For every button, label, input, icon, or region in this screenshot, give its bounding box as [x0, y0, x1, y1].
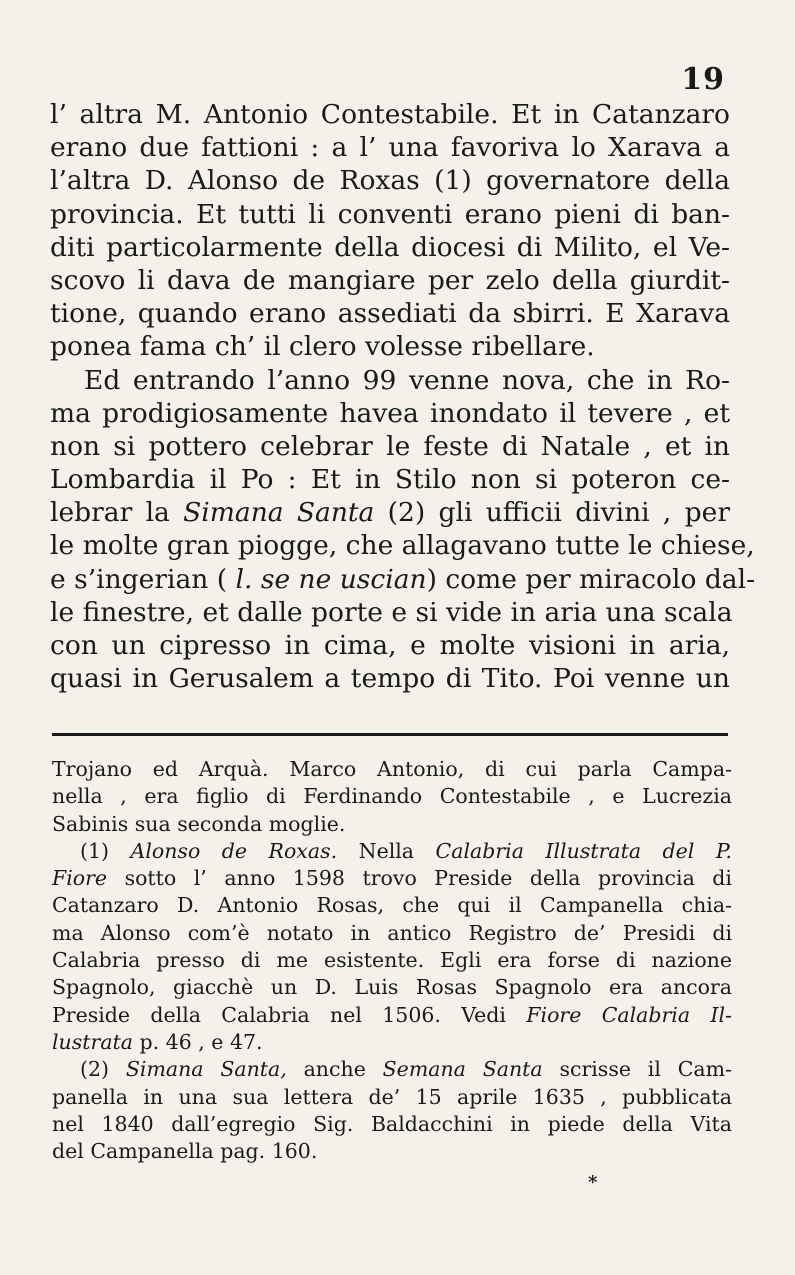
footnote-line: [52, 865, 732, 892]
footnote-line: [52, 838, 732, 865]
footnote-line: [52, 1002, 732, 1029]
text-fragment: p. 46 , e 47.: [133, 1029, 263, 1054]
text-line: Lombardia il Po : Et in Stilo non si poteron ce-: [50, 464, 730, 496]
page-number: 19: [681, 62, 725, 97]
italic-phrase: Alonso de Roxas.: [130, 838, 338, 863]
text-line: ponea fama ch’ il clero volesse ribellare.: [50, 331, 595, 363]
text-fragment: scrisse il Cam-: [542, 1057, 732, 1082]
text-line: quasi in Gerusalem a tempo di Tito. Poi venne un: [50, 663, 730, 695]
text-line: ma prodigiosamente havea inondato il tevere , et: [50, 397, 730, 429]
text-fragment: e s’ingerian (: [50, 563, 236, 595]
footnote-line: Spagnolo, giacchè un D. Luis Rosas Spagnolo era ancora: [52, 975, 732, 1000]
footnote-line: ma Alonso com’è notato in antico Registro de’ Presidi di: [52, 920, 732, 945]
footnote-line: del Campanella pag. 160.: [52, 1139, 318, 1164]
text-line: diti particolarmente della diocesi di Milito, el Ve-: [50, 231, 730, 263]
text-line: non si pottero celebrar le feste di Natale , et in: [50, 430, 730, 462]
text-line: Ed entrando l’anno 99 venne nova, che in Ro-: [84, 364, 730, 396]
footnote-line: Catanzaro D. Antonio Rosas, che qui il Campanella chia-: [52, 893, 732, 918]
text-fragment: lebrar la: [50, 497, 184, 529]
text-line: le molte gran piogge, che allagavano tutte le chiese,: [50, 530, 755, 562]
footnotes: [52, 756, 732, 1165]
footnote-marker: (1): [80, 838, 131, 863]
footnote-line: [52, 1029, 732, 1056]
text-fragment: (2) gli ufficii divini , per: [374, 497, 730, 529]
text-line: [50, 563, 756, 596]
italic-phrase: Simana Santa,: [125, 1057, 287, 1082]
footnote-line: Sabinis sua seconda moglie.: [52, 811, 346, 836]
footnote-line: nella , era figlio di Ferdinando Contestabile , e Lucrezia: [52, 784, 732, 809]
italic-phrase: lustrata: [52, 1029, 133, 1054]
footnote-line: Trojano ed Arquà. Marco Antonio, di cui parla Campa-: [52, 757, 732, 781]
italic-phrase: Calabria Illustrata del P.: [435, 838, 733, 863]
text-fragment: sotto l’ anno 1598 trovo Preside della provincia di: [107, 866, 732, 891]
text-line: le finestre, et dalle porte e si vide in aria una scala: [50, 596, 733, 628]
text-fragment: Nella: [337, 838, 436, 863]
italic-phrase: Fiore: [52, 866, 108, 891]
italic-phrase: l. se ne uscian: [235, 563, 427, 595]
footnote-line: nel 1840 dall’egregio Sig. Baldacchini in piede della Vita: [52, 1111, 732, 1136]
text-fragment: ) come per miracolo dal-: [426, 563, 756, 595]
footnote-marker: (2): [80, 1057, 126, 1082]
footnote-separator: [52, 733, 728, 736]
text-line: provincia. Et tutti li conventi erano pieni di ban-: [50, 198, 730, 230]
text-line: tione, quando erano assediati da sbirri. E Xarava: [50, 298, 730, 330]
text-line: scovo li dava de mangiare per zelo della giurdit-: [50, 264, 730, 296]
footnote-line: [52, 1056, 732, 1083]
italic-phrase: Simana Santa: [183, 497, 375, 529]
text-fragment: Preside della Calabria nel 1506. Vedi: [52, 1002, 527, 1027]
signature-mark: *: [588, 1172, 598, 1193]
text-line: [50, 496, 730, 529]
text-line: con un cipresso in cima, e molte visioni in aria,: [50, 630, 730, 661]
footnote-line: Calabria presso di me esistente. Egli era forse di nazione: [52, 948, 732, 973]
italic-phrase: Fiore Calabria Il-: [526, 1002, 732, 1027]
footnote-line: panella in una sua lettera de’ 15 aprile 1635 , pubblicata: [52, 1084, 732, 1109]
text-line: l’ altra M. Antonio Contestabile. Et in Catanzaro: [50, 99, 730, 130]
text-line: erano due fattioni : a l’ una favoriva lo Xarava a: [50, 132, 730, 164]
text-fragment: anche: [286, 1057, 383, 1082]
main-text: [50, 98, 756, 695]
italic-phrase: Semana Santa: [382, 1057, 543, 1082]
text-line: l’altra D. Alonso de Roxas (1) governatore della: [50, 165, 730, 197]
